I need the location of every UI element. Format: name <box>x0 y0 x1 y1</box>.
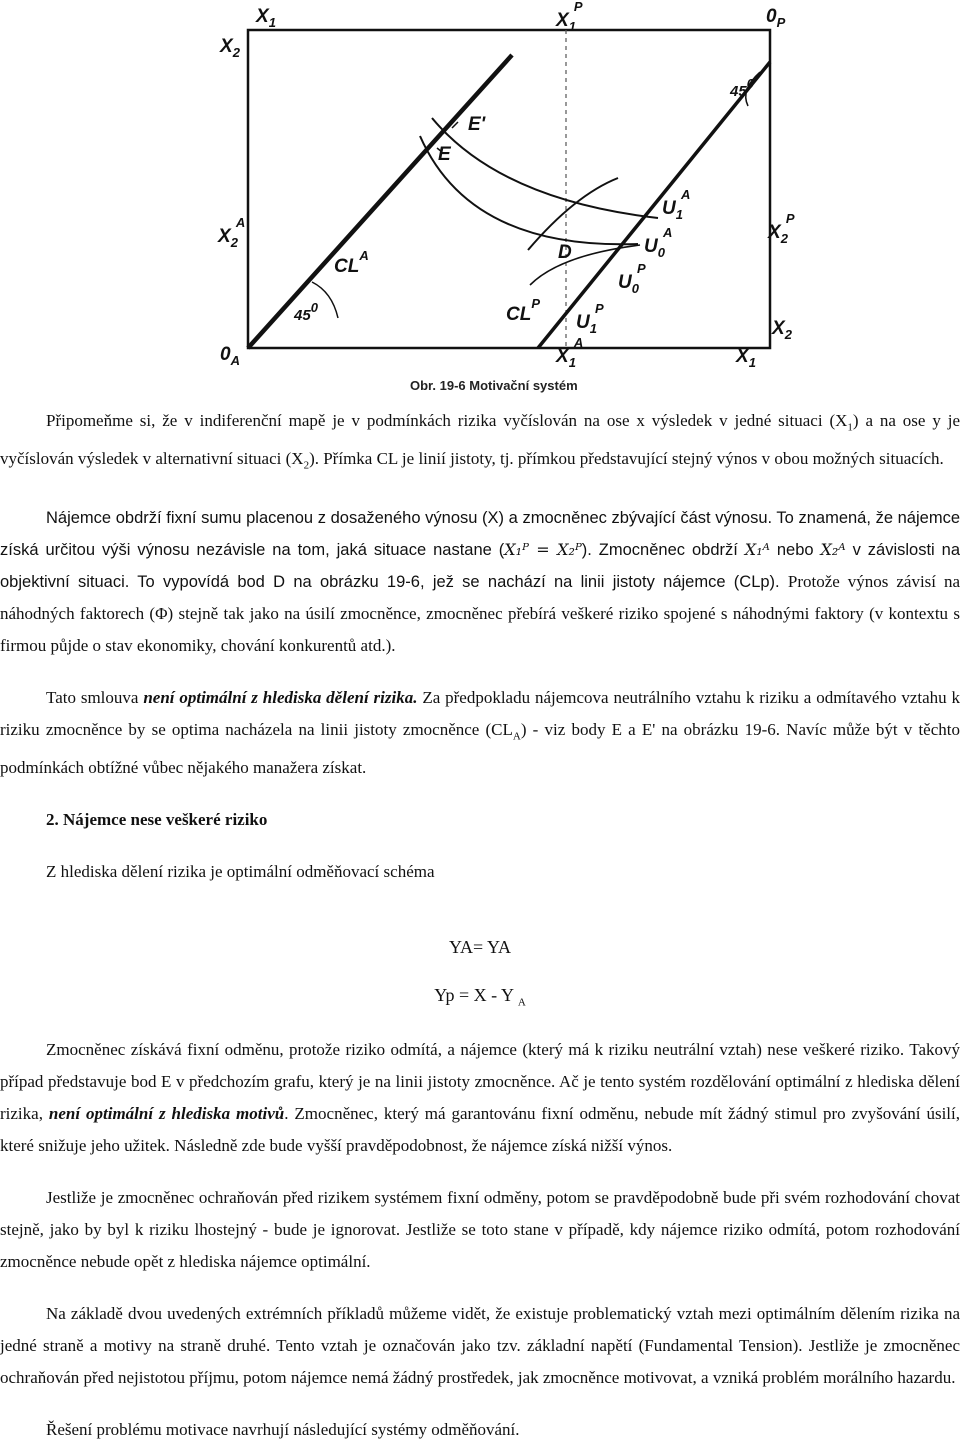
curve-u0a <box>420 136 638 244</box>
formula-ya: YA= YA <box>449 937 511 958</box>
label-u0p: $U_0P$ <box>618 261 646 296</box>
math-x2a: X₂ᴬ <box>820 539 846 559</box>
label-x2-left: $X_2$ <box>220 36 240 60</box>
certainty-line-a <box>248 55 512 348</box>
label-0a-bottom: $0_A$ <box>220 344 240 368</box>
curve-u1a <box>432 118 658 218</box>
label-x1a-bottom: $X_1A$ <box>556 335 584 370</box>
paragraph-5: Zmocněnec získává fixní odměnu, protože riziko odmítá, a nájemce (který má k riziku neutrální vztah) nese veškeré riziko. Takový případ představuje bod E v předchozím grafu, který je na linii jistoty zmocněnce. Ač je tento systém rozdělování optimální z hlediska dělení rizika, není optimální z hlediska motivů. Zmocněnec, který má garantovánu fixní odměnu, nebude mít žádný stimul pro zvyšování úsilí, které snižuje jeho užitek. Následně zde bude vyšší pravděpodobnost, že nájemce získá nižší výnos. <box>0 1039 960 1155</box>
label-x2p-right: $X_2P$ <box>768 211 795 246</box>
label-x2a-left: $X_2A$ <box>218 215 246 250</box>
label-0p-top: $0_P$ <box>766 6 786 30</box>
document-body <box>0 405 960 1446</box>
label-x1-top: $X_1$ <box>256 6 276 30</box>
label-angle-bottom: 450 <box>294 300 318 324</box>
math-x1p-eq-x2p: X₁ᴾ = X₂ᴾ <box>504 539 582 559</box>
label-point-e: E <box>438 144 451 165</box>
label-u0a: $U_0A$ <box>644 225 673 260</box>
paragraph-2: Nájemce obdrží fixní sumu placenou z dosaženého výnosu (X) a zmocněnec zbývající část výnosu. To znamená, že nájemce získá určitou výši výnosu nezávisle na tom, jaká situace nastane (X₁ᴾ = X₂ᴾ). Zmocněnec obdrží X₁ᴬ nebo X₂ᴬ v závislosti na objektivní situaci. To vypovídá bod D na obrázku 19-6, jež se nachází na linii jistoty nájemce (CLp). Protože výnos závisí na náhodných faktorech (Φ) stejně tak jako na úsilí zmocněnce, zmocněnec přebírá veškeré riziko spojené s náhodnými faktory (v kontextu s firmou půjde o stav ekonomiky, chování konkurentů atd.). <box>0 508 960 655</box>
motivation-system-diagram <box>200 0 820 395</box>
label-angle-top: 450 <box>730 76 754 100</box>
paragraph-4: Z hlediska dělení rizika je optimální odměňovací schéma <box>46 862 435 882</box>
paragraph-7: Na základě dvou uvedených extrémních příkladů můžeme vidět, že existuje problematický vztah mezi optimálním dělením rizika na jedné straně a motivy na straně druhé. Tento vztah je označován jako tzv. základní napětí (Fundamental Tension). Jestliže je zmocněnec ochraňován před nejistotou příjmu, potom nájemce nemá žádný prostředek, jak zmocněnce motivovat, a vzniká problém morálního hazardu. <box>0 1303 960 1387</box>
math-x1a: X₁ᴬ <box>744 539 770 559</box>
label-x1-bottom: $X_1$ <box>736 346 756 370</box>
edgeworth-box-figure <box>200 0 820 395</box>
label-cla: $CL^A$ <box>334 248 369 277</box>
paragraph-3: Tato smlouva není optimální z hlediska dělení rizika. Za předpokladu nájemcova neutrálního vztahu k riziku a odmítavého vztahu k riziku zmocněnce by se optima nacházela na linii jistoty zmocněnce $(CL_A)$ - viz body E a E' na obrázku 19-6. Navíc může být v těchto podmínkách obtížné vůbec nějakého manažera získat. <box>0 687 960 778</box>
section-heading: 2. Nájemce nese veškeré riziko <box>46 810 268 830</box>
label-clp: $CL^P$ <box>506 296 540 325</box>
figure-caption: Obr. 19-6 Motivační systém <box>410 378 578 393</box>
paragraph-6: Jestliže je zmocněnec ochraňován před rizikem systémem fixní odměny, potom se pravděpodobně bude při svém rozhodování chovat stejně, jako by byl k riziku lhostejný - bude je ignorovat. Jestliže se toto stane v případě, kdy nájemce riziko odmítá, potom rozhodování zmocněnce nebude opět z hlediska nájemce optimální. <box>0 1187 960 1271</box>
label-u1p: $U_1P$ <box>576 301 604 336</box>
label-point-d: D <box>558 242 572 263</box>
box-frame <box>248 30 770 348</box>
curve-u0p <box>528 178 618 250</box>
label-x1p-top: $X_1P$ <box>556 0 583 34</box>
label-x2-right: $X_2$ <box>772 318 792 342</box>
label-point-e-prime: E' <box>468 114 486 135</box>
label-u1a: $U_1A$ <box>662 187 691 222</box>
paragraph-1: Připomeňme si, že v indiferenční mapě je v podmínkách rizika vyčíslován na ose x výsledek v jedné situaci $(X_1)$ a na ose y je vyčíslován výsledek v alternativní situaci $(X_2)$. Přímka CL je linií jistoty, tj. přímkou představující stejný výnos v obou možných situacích. <box>0 411 960 472</box>
formula-yp: Yp = X - Y $_A$ <box>434 985 526 1009</box>
paragraph-8: Řešení problému motivace navrhují následující systémy odměňování. <box>46 1419 520 1439</box>
